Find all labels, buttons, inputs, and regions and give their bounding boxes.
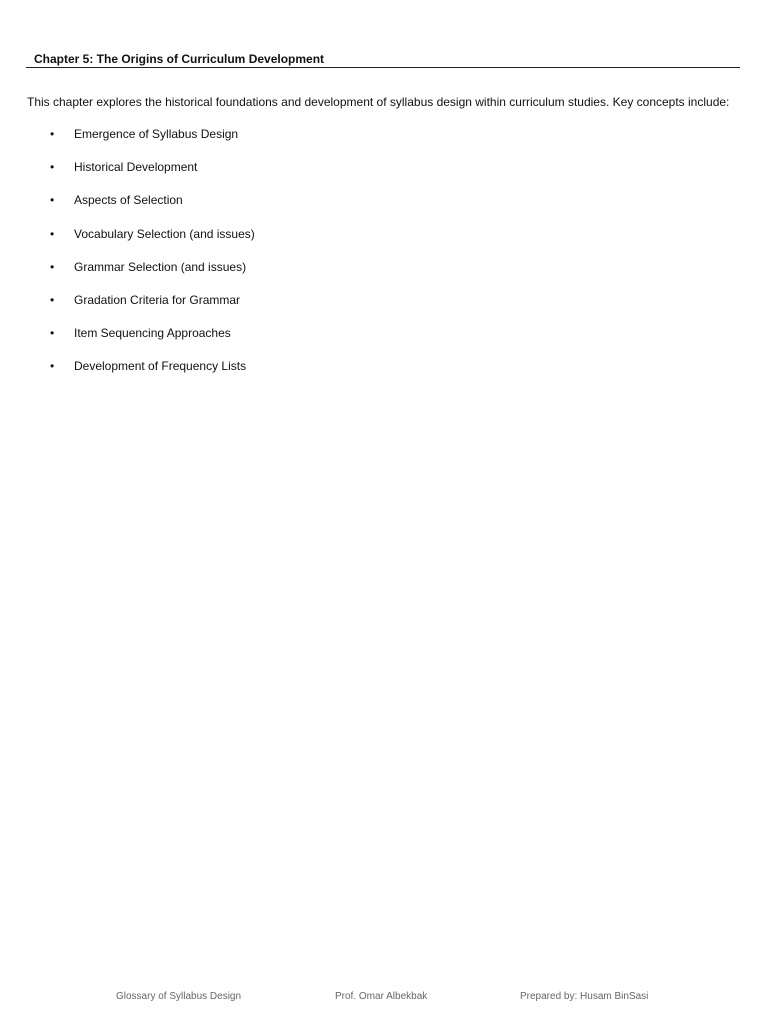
page-footer bbox=[0, 991, 768, 1005]
list-item-label: Gradation Criteria for Grammar bbox=[74, 292, 241, 307]
list-item-label: Vocabulary Selection (and issues) bbox=[74, 226, 255, 241]
bullet-icon: • bbox=[50, 226, 55, 241]
bullet-icon: • bbox=[50, 193, 55, 208]
intro-paragraph: This chapter explores the historical foundations and development of syllabus design within curriculum studies. Key concepts include: bbox=[27, 95, 730, 109]
bullet-icon: • bbox=[50, 326, 55, 341]
footer-document-title: Glossary of Syllabus Design bbox=[116, 991, 242, 1002]
footer-preparer: Prepared by: Husam BinSasi bbox=[520, 991, 649, 1002]
footer-author: Prof. Omar Albekbak bbox=[335, 991, 428, 1002]
list-item-label: Aspects of Selection bbox=[74, 193, 183, 208]
page-header bbox=[26, 52, 740, 68]
bullet-icon: • bbox=[50, 259, 55, 274]
bullet-icon: • bbox=[50, 160, 55, 175]
list-item-label: Emergence of Syllabus Design bbox=[74, 127, 239, 141]
bullet-icon: • bbox=[50, 359, 55, 374]
list-item-label: Item Sequencing Approaches bbox=[74, 326, 231, 341]
bullet-icon: • bbox=[50, 127, 55, 141]
bullet-icon: • bbox=[50, 292, 55, 307]
list-item-label: Development of Frequency Lists bbox=[74, 359, 247, 374]
list-item-label: Historical Development bbox=[74, 160, 198, 175]
list-item-label: Grammar Selection (and issues) bbox=[74, 259, 247, 274]
chapter-title: Chapter 5: The Origins of Curriculum Development bbox=[34, 52, 325, 66]
